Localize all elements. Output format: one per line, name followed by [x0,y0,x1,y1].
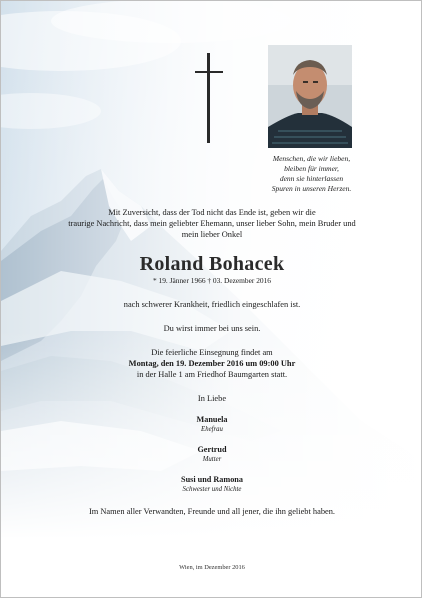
mourner-relation: Mutter [202,456,222,463]
memorial-quote [239,154,384,194]
service-location: in der Halle 1 am Friedhof Baumgarten statt. [136,370,288,379]
mourner [31,475,393,494]
mourner-name: Susi und Ramona [181,475,243,484]
mourner [31,445,393,464]
remembrance-text: Du wirst immer bei uns sein. [163,324,261,333]
in-love-heading: In Liebe [197,394,227,403]
cross-icon [195,53,223,143]
deceased-name: Roland Bohacek [139,253,285,275]
service-info [31,347,393,380]
quote-line: Menschen, die wir lieben, [272,154,351,163]
life-dates: * 19. Jänner 1966 † 03. Dezember 2016 [152,276,271,285]
intro-line: Mit Zuversicht, dass der Tod nicht das Ende ist, geben wir die [108,208,316,217]
quote-line: denn sie hinterlassen [279,174,344,183]
mourner-relation: Schwester und Nichte [182,486,242,493]
place-date: Wien, im Dezember 2016 [179,564,245,571]
mourner-name: Gertrud [197,445,227,454]
intro-line: traurige Nachricht, dass mein geliebter Ehemann, unser lieber Sohn, mein Bruder und [68,219,356,228]
closing-text: Im Namen aller Verwandten, Freunde und all jener, die ihn geliebt haben. [88,507,336,516]
mourner-relation: Ehefrau [201,426,223,433]
service-datetime: Montag, den 19. Dezember 2016 um 09:00 Uhr [128,359,296,368]
obituary-text [31,207,393,517]
quote-line: bleiben für immer, [284,164,339,173]
quote-line: Spuren in unseren Herzen. [271,184,352,193]
portrait-photo [268,45,352,148]
intro-paragraph [31,207,393,240]
service-line: Die feierliche Einsegnung findet am [151,348,273,357]
passing-text: nach schwerer Krankheit, friedlich eingeschlafen ist. [123,300,301,309]
mourner [31,415,393,434]
intro-line: mein lieber Onkel [181,230,243,239]
mourner-name: Manuela [196,415,228,424]
